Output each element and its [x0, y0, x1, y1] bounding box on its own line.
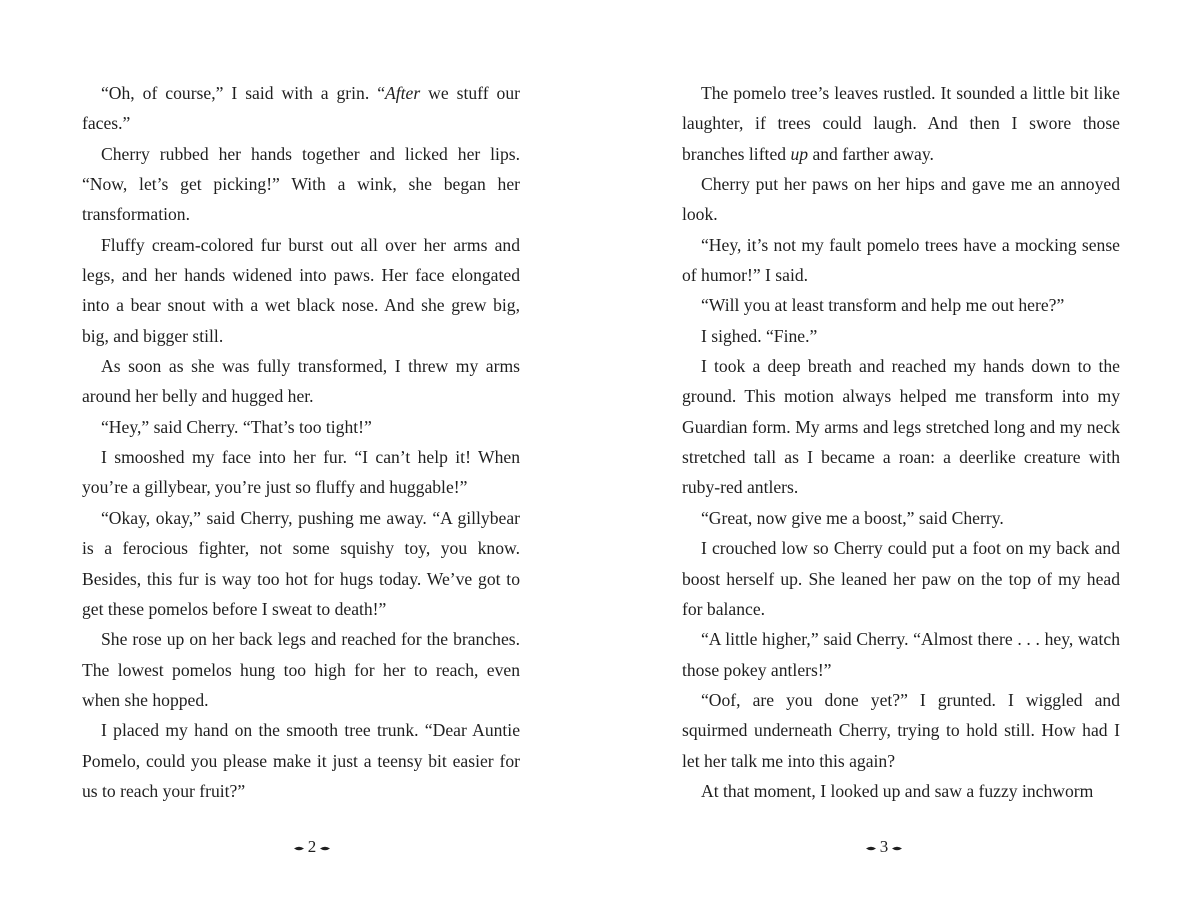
text-run: “Will you at least transform and help me out here?” [701, 295, 1065, 316]
page-number: 2 [307, 837, 317, 856]
text-run: I sighed. “Fine.” [701, 325, 818, 346]
text-run: “Oh, of course,” I said with a grin. “ [101, 83, 386, 103]
paragraph [682, 321, 1120, 351]
text-run: and farther away. [808, 143, 934, 164]
paragraph [682, 230, 1120, 291]
right-page-folio [834, 837, 934, 857]
text-run: I smooshed my face into her fur. “I can’t help it! When you’re a gillybear, you’re just so fluffy and huggable!” [82, 447, 520, 498]
paragraph [682, 290, 1120, 320]
text-run: I crouched low so Cherry could put a foot on my back and boost herself up. She leaned her paw on the top of my head for balance. [682, 538, 1120, 619]
left-page-folio [262, 837, 362, 857]
text-run: As soon as she was fully transformed, I threw my arms around her belly and hugged her. [82, 356, 520, 407]
text-run: “Hey, it’s not my fault pomelo trees have a mocking sense of humor!” I said. [682, 234, 1120, 286]
paragraph [682, 169, 1120, 230]
text-run: She rose up on her back legs and reached for the branches. The lowest pomelos hung too high for her to reach, even when she hopped. [82, 629, 520, 710]
text-run: “Great, now give me a boost,” said Cherry. [701, 507, 1004, 528]
text-run: “Okay, okay,” said Cherry, pushing me away. “A gillybear is a ferocious fighter, not some squishy toy, you know. Besides, this fur is way too hot for hugs today. We’ve got to get these pomelos before I sweat to death!” [82, 507, 520, 619]
paragraph [82, 351, 520, 412]
paragraph [682, 351, 1120, 503]
paragraph [682, 503, 1120, 533]
text-run: Cherry put her paws on her hips and gave me an annoyed look. [682, 174, 1120, 225]
text-run: Fluffy cream-colored fur burst out all over her arms and legs, and her hands widened into paws. Her face elongated into a bear snout with a wet black nose. And she grew big, big, and bigger still. [82, 234, 520, 346]
page-number: 3 [879, 837, 889, 856]
paragraph [82, 442, 520, 503]
paragraph [82, 78, 520, 139]
text-run: The pomelo tree’s leaves rustled. It sounded a little bit like laughter, if trees could laugh. And then I swore those branches lifted [682, 83, 1120, 164]
paragraph [682, 533, 1120, 624]
paragraph [82, 715, 520, 806]
paragraph [682, 685, 1120, 776]
text-run: “Hey,” said Cherry. “That’s too tight!” [101, 416, 372, 437]
paragraph [682, 78, 1120, 169]
text-run: “A little higher,” said Cherry. “Almost there . . . hey, watch those pokey antlers!” [682, 629, 1120, 680]
paragraph [82, 139, 520, 230]
text-run: we stuff our faces.” [82, 83, 520, 134]
paragraph [82, 412, 520, 442]
text-run: Cherry rubbed her hands together and licked her lips. “Now, let’s get picking!” With a wink, she began her transformation. [82, 143, 520, 225]
italic-text: up [790, 143, 809, 164]
paragraph [82, 230, 520, 351]
right-page-text [682, 78, 1120, 806]
paragraph [82, 503, 520, 624]
text-run: “Oof, are you done yet?” I grunted. I wiggled and squirmed underneath Cherry, trying to hold still. How had I let her talk me into this again? [682, 689, 1120, 771]
paragraph [682, 776, 1120, 806]
paragraph [682, 624, 1120, 685]
italic-text: After [385, 83, 421, 103]
leaf-ornament-icon [892, 846, 902, 851]
leaf-ornament-icon [866, 846, 876, 851]
text-run: I took a deep breath and reached my hands down to the ground. This motion always helped me transform into my Guardian form. My arms and legs stretched long and my neck stretched tall as I became a roan: a deerlike creature with ruby-red antlers. [682, 356, 1120, 498]
paragraph [82, 624, 520, 715]
text-run: I placed my hand on the smooth tree trunk. “Dear Auntie Pomelo, could you please make it just a teensy bit easier for us to reach your fruit?” [82, 720, 520, 801]
left-page-text [82, 78, 520, 806]
leaf-ornament-icon [294, 846, 304, 851]
leaf-ornament-icon [320, 846, 330, 851]
text-run: At that moment, I looked up and saw a fuzzy inchworm [701, 780, 1094, 801]
